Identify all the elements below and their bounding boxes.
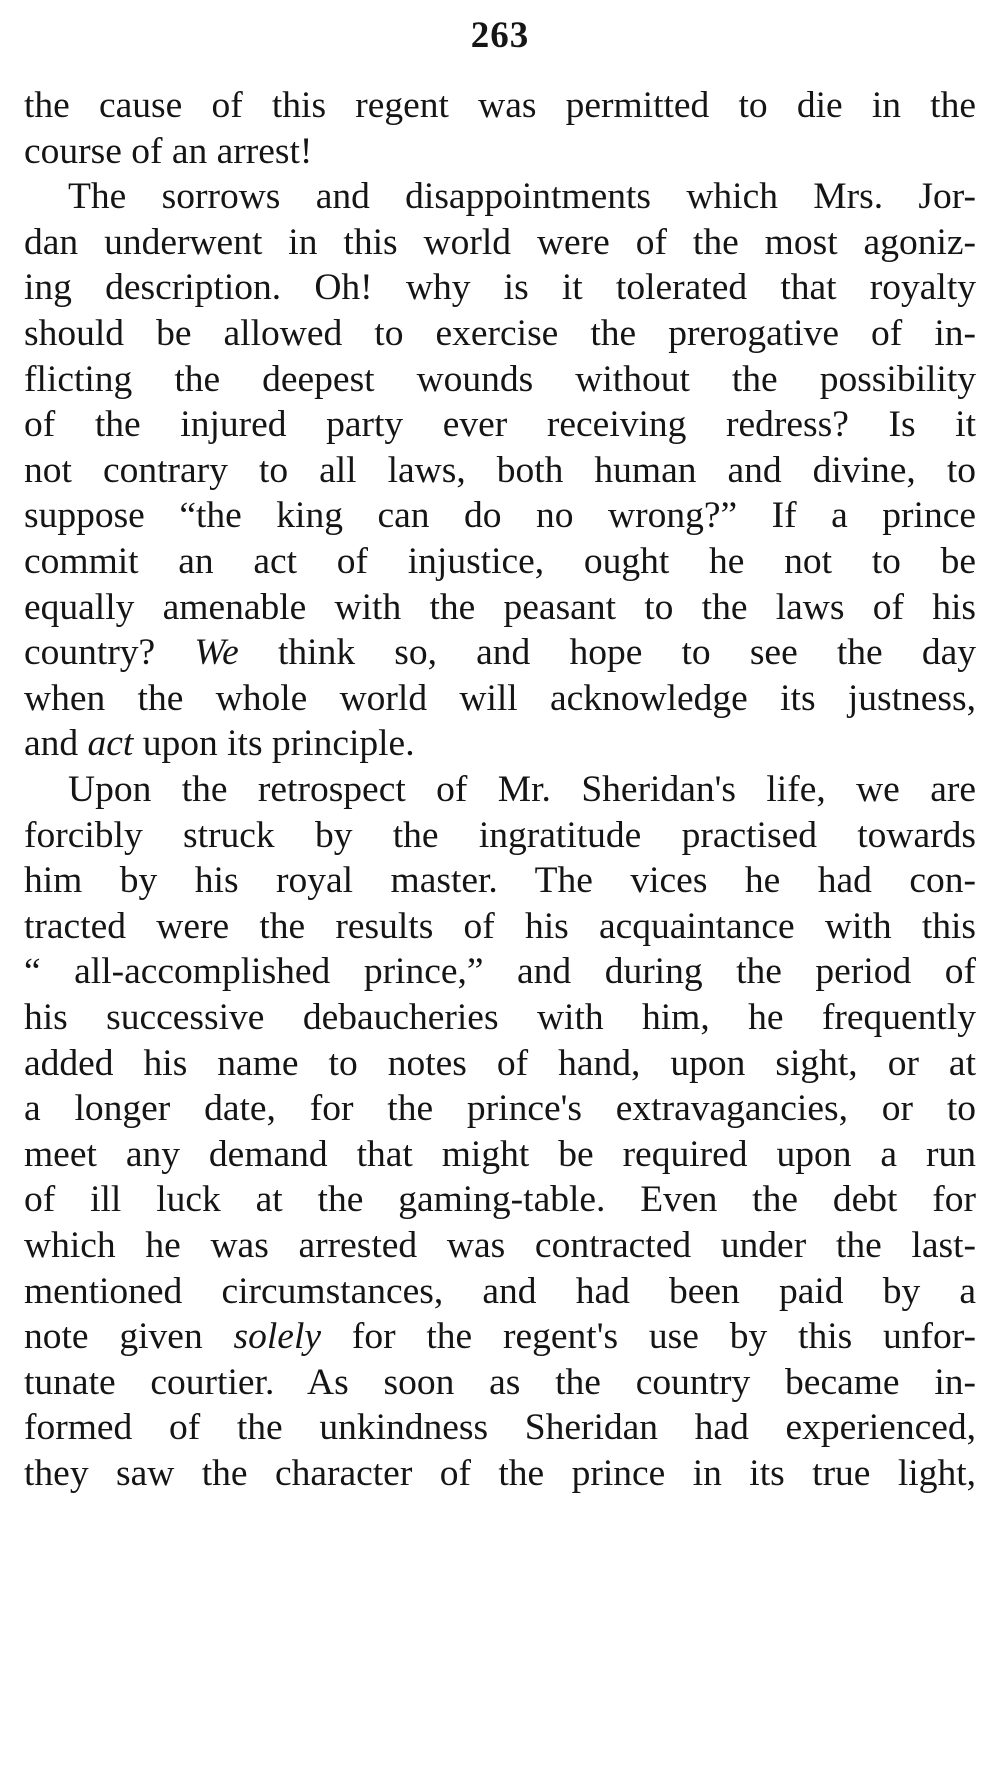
text-segment: note given <box>24 1316 234 1358</box>
text-line <box>24 720 976 768</box>
text-line: mentioned circumstances, and had been paid by a <box>24 1270 976 1312</box>
text-line: his successive debaucheries with him, he frequently <box>24 997 976 1038</box>
text-line: tunate courtier. As soon as the country became in- <box>24 1361 976 1403</box>
text-segment: for the regent's use by this unfor- <box>321 1316 976 1358</box>
text-line: “ all-accomplished prince,” and during the period of <box>24 951 976 993</box>
text-line: The sorrows and disappointments which Mrs. Jor- <box>68 176 976 218</box>
text-line: of ill luck at the gaming-table. Even the debt for <box>24 1179 976 1221</box>
text-line: tracted were the results of his acquaintance with this <box>24 905 976 947</box>
text-line: not contrary to all laws, both human and divine, to <box>24 449 976 491</box>
page-number: 263 <box>470 15 530 56</box>
text-segment: and <box>24 723 88 765</box>
text-line: added his name to notes of hand, upon sight, or at <box>24 1042 976 1084</box>
text-line: which he was arrested was contracted under the last- <box>24 1225 976 1266</box>
italic-emphasis: act <box>87 723 134 765</box>
text-line: meet any demand that might be required upon a run <box>24 1133 976 1175</box>
text-line: him by his royal master. The vices he had con- <box>24 860 976 902</box>
text-line: should be allowed to exercise the prerogative of in- <box>24 313 976 354</box>
text-line: equally amenable with the peasant to the laws of his <box>24 586 976 628</box>
italic-emphasis: We <box>194 632 239 674</box>
text-line: Upon the retrospect of Mr. Sheridan's life, we are <box>68 769 976 810</box>
text-line: they saw the character of the prince in its true light, <box>24 1453 976 1494</box>
text-segment: upon its principle. <box>133 723 415 765</box>
text-line: commit an act of injustice, ought he not to be <box>24 541 976 582</box>
text-line: dan underwent in this world were of the most agoniz- <box>24 221 976 263</box>
text-line: of the injured party ever receiving redress? Is it <box>24 404 976 446</box>
text-segment: country? <box>24 632 195 674</box>
text-line: suppose “the king can do no wrong?” If a prince <box>24 495 976 537</box>
text-line: course of an arrest! <box>24 130 313 172</box>
text-segment: think so, and hope to see the day <box>238 632 977 674</box>
text-line: the cause of this regent was permitted to die in the <box>24 85 976 126</box>
text-line: flicting the deepest wounds without the possibility <box>24 358 976 400</box>
text-line: forcibly struck by the ingratitude practised towards <box>24 814 976 856</box>
text-line <box>24 629 976 677</box>
text-line: formed of the unkindness Sheridan had experienced, <box>24 1407 976 1449</box>
text-line: ing description. Oh! why is it tolerated that royalty <box>24 267 976 309</box>
text-line <box>24 1313 976 1361</box>
text-line: when the whole world will acknowledge its justness, <box>24 677 976 719</box>
text-line: a longer date, for the prince's extravagancies, or to <box>24 1088 976 1130</box>
italic-emphasis: solely <box>233 1316 322 1358</box>
